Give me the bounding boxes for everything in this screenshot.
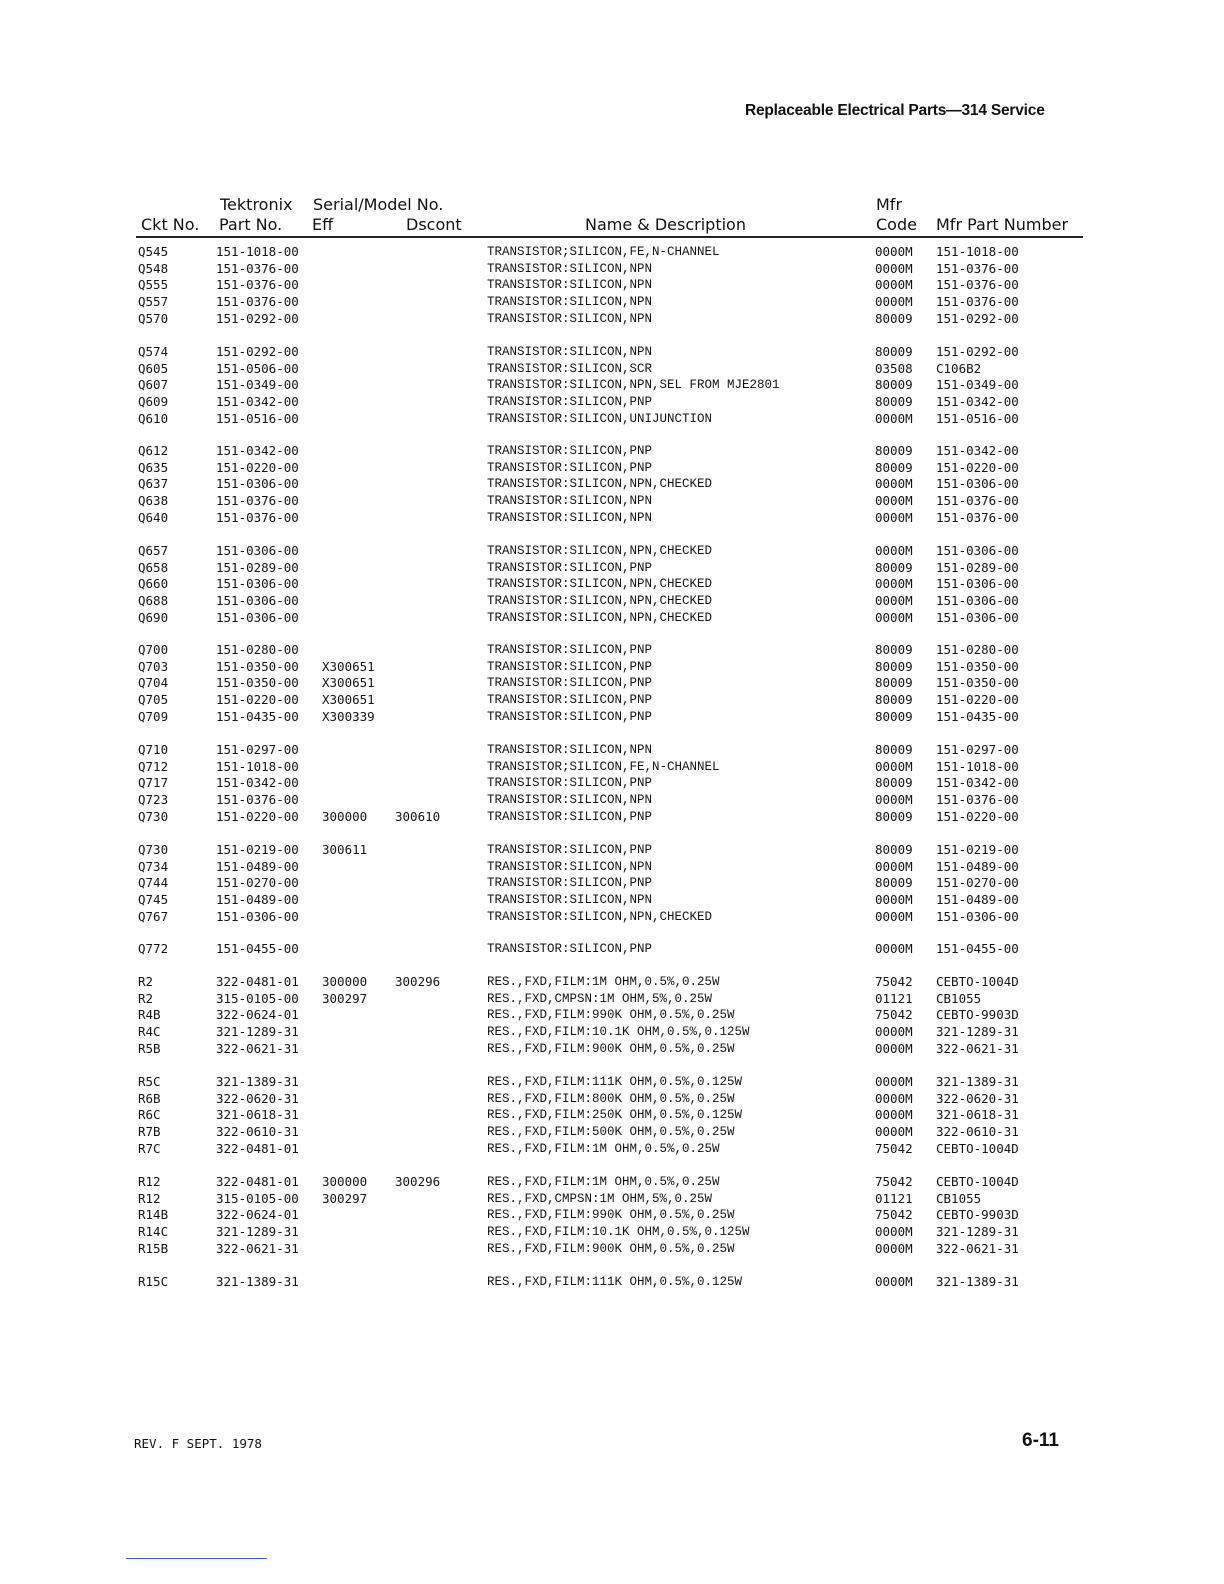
col-head-part-no: Part No. [219,215,283,234]
cell-mfr-part-number: 151-0350-00 [936,658,1019,674]
cell-mfr-part-number: 321-1389-31 [936,1274,1019,1289]
cell-part-no: 321-1289-31 [216,1024,299,1040]
col-head-eff: Eff [312,215,334,234]
cell-description: TRANSISTOR:SILICON,NPN,CHECKED [487,477,713,492]
cell-mfr-part-number: 151-1018-00 [936,758,1019,774]
cell-description: TRANSISTOR:SILICON,NPN [487,261,653,276]
cell-mfr-part-number: 151-0349-00 [936,377,1019,393]
cell-part-no: 151-0289-00 [216,559,299,575]
cell-description: TRANSISTOR:SILICON,NPN [487,859,653,874]
cell-description: TRANSISTOR:SILICON,NPN,CHECKED [487,594,713,609]
cell-part-no: 322-0481-01 [216,1174,299,1189]
cell-part-no: 151-0297-00 [216,742,299,757]
cell-part-no: 322-0481-01 [216,1140,299,1156]
cell-ckt-no: R4C [138,1024,161,1040]
cell-part-no: 321-1289-31 [216,1224,299,1240]
cell-mfr-code: 0000M [875,892,913,908]
cell-mfr-code: 0000M [875,410,913,426]
cell-mfr-code: 80009 [875,377,913,393]
cell-description: TRANSISTOR:SILICON,PNP [487,693,653,708]
cell-description: RES.,FXD,FILM:1M OHM,0.5%,0.25W [487,1141,720,1156]
cell-mfr-part-number: 151-0435-00 [936,708,1019,724]
running-head: Replaceable Electrical Parts—314 Service [745,102,1045,119]
cell-mfr-part-number: 151-0297-00 [936,742,1019,757]
cell-mfr-code: 0000M [875,792,913,808]
cell-part-no: 315-0105-00 [216,1190,299,1206]
cell-mfr-part-number: CB1055 [936,990,982,1006]
cell-ckt-no: Q640 [138,509,169,525]
cell-description: RES.,FXD,FILM:250K OHM,0.5%,0.125W [487,1108,743,1123]
cell-mfr-code: 0000M [875,609,913,625]
cell-part-no: 315-0105-00 [216,990,299,1006]
cell-description: TRANSISTOR:SILICON,NPN,CHECKED [487,544,713,558]
cell-mfr-code: 0000M [875,543,913,558]
cell-description: TRANSISTOR:SILICON,PNP [487,776,653,791]
cell-description: TRANSISTOR:SILICON,NPN [487,793,653,808]
cell-mfr-part-number: 151-0270-00 [936,875,1019,891]
cell-description: RES.,FXD,FILM:500K OHM,0.5%,0.25W [487,1125,735,1140]
cell-ckt-no: R15C [138,1274,169,1289]
cell-mfr-code: 0000M [875,1107,913,1123]
cell-part-no: 151-0376-00 [216,509,299,525]
cell-mfr-code: 80009 [875,559,913,575]
cell-description: TRANSISTOR:SILICON,NPN [487,893,653,908]
cell-ckt-no: Q730 [138,842,169,857]
cell-part-no: 151-0376-00 [216,493,299,509]
cell-eff: 300297 [322,990,368,1006]
cell-mfr-code: 80009 [875,394,913,410]
cell-mfr-code: 75042 [875,1174,913,1189]
col-head-ckt-no: Ckt No. [141,215,200,234]
cell-description: RES.,FXD,FILM:10.1K OHM,0.5%,0.125W [487,1025,750,1040]
cell-mfr-part-number: 151-0455-00 [936,941,1019,956]
cell-part-no: 322-0620-31 [216,1090,299,1106]
cell-ckt-no: R12 [138,1174,161,1189]
cell-part-no: 151-0376-00 [216,277,299,293]
cell-mfr-code: 0000M [875,858,913,874]
cell-mfr-part-number: 151-0220-00 [936,692,1019,708]
cell-mfr-code: 80009 [875,742,913,757]
cell-part-no: 151-0306-00 [216,908,299,924]
cell-description: RES.,FXD,FILM:900K OHM,0.5%,0.25W [487,1241,735,1256]
cell-mfr-part-number: 151-0280-00 [936,642,1019,657]
cell-mfr-code: 80009 [875,642,913,657]
cell-ckt-no: R5C [138,1074,161,1089]
cell-description: TRANSISTOR;SILICON,FE,N-CHANNEL [487,759,720,774]
cell-ckt-no: Q730 [138,808,169,824]
col-head-mfr: Mfr [876,195,903,214]
cell-ckt-no: Q557 [138,294,169,310]
cell-ckt-no: R5B [138,1040,161,1056]
cell-part-no: 322-0624-01 [216,1007,299,1023]
cell-part-no: 322-0481-01 [216,974,299,989]
cell-description: RES.,FXD,FILM:10.1K OHM,0.5%,0.125W [487,1225,750,1240]
col-head-mfr-part-number: Mfr Part Number [936,215,1069,234]
cell-mfr-code: 75042 [875,1007,913,1023]
cell-eff: X300651 [322,658,375,674]
cell-ckt-no: Q703 [138,658,169,674]
cell-mfr-part-number: 151-0220-00 [936,808,1019,824]
cell-mfr-code: 0000M [875,1024,913,1040]
cell-description: TRANSISTOR:SILICON,PNP [487,659,653,674]
cell-mfr-code: 0000M [875,1124,913,1140]
cell-mfr-part-number: CEBTO-1004D [936,1140,1019,1156]
cell-part-no: 151-0306-00 [216,476,299,492]
cell-part-no: 322-0610-31 [216,1124,299,1140]
cell-ckt-no: Q723 [138,792,169,808]
cell-ckt-no: Q638 [138,493,169,509]
cell-part-no: 151-0306-00 [216,576,299,592]
cell-mfr-part-number: 151-0342-00 [936,775,1019,791]
col-head-tektronix: Tektronix [220,195,293,214]
cell-part-no: 322-0621-31 [216,1240,299,1256]
cell-mfr-code: 0000M [875,576,913,592]
cell-description: TRANSISTOR:SILICON,NPN [487,295,653,310]
cell-part-no: 151-0292-00 [216,310,299,326]
cell-part-no: 322-0624-01 [216,1207,299,1223]
cell-dscont: 300296 [395,1174,441,1189]
cell-ckt-no: Q609 [138,394,169,410]
cell-mfr-code: 80009 [875,310,913,326]
cell-ckt-no: Q772 [138,941,169,956]
cell-ckt-no: Q690 [138,609,169,625]
cell-ckt-no: R2 [138,990,154,1006]
cell-mfr-part-number: 322-0621-31 [936,1040,1019,1056]
cell-part-no: 151-0270-00 [216,875,299,891]
cell-part-no: 151-0350-00 [216,658,299,674]
cell-description: RES.,FXD,FILM:990K OHM,0.5%,0.25W [487,1008,735,1023]
cell-mfr-part-number: 151-0376-00 [936,260,1019,276]
cell-eff: X300651 [322,692,375,708]
cell-ckt-no: Q767 [138,908,169,924]
cell-mfr-code: 0000M [875,1274,913,1289]
cell-mfr-part-number: 151-0292-00 [936,344,1019,359]
cell-mfr-code: 0000M [875,758,913,774]
cell-mfr-part-number: 151-0306-00 [936,476,1019,492]
header-rule [136,236,1083,238]
cell-mfr-part-number: 151-0292-00 [936,310,1019,326]
cell-description: TRANSISTOR:SILICON,PNP [487,709,653,724]
cell-description: TRANSISTOR:SILICON,NPN,SEL FROM MJE2801 [487,378,780,393]
cell-part-no: 321-1389-31 [216,1074,299,1089]
cell-ckt-no: Q555 [138,277,169,293]
cell-ckt-no: R4B [138,1007,161,1023]
cell-mfr-part-number: 151-0376-00 [936,277,1019,293]
cell-mfr-code: 0000M [875,260,913,276]
cell-part-no: 151-0376-00 [216,260,299,276]
cell-ckt-no: R2 [138,974,154,989]
cell-part-no: 151-0489-00 [216,892,299,908]
cell-description: TRANSISTOR:SILICON,UNIJUNCTION [487,411,713,426]
cell-description: TRANSISTOR:SILICON,NPN,CHECKED [487,610,713,625]
cell-mfr-code: 80009 [875,459,913,475]
cell-ckt-no: Q574 [138,344,169,359]
cell-mfr-code: 03508 [875,360,913,376]
cell-ckt-no: R14B [138,1207,169,1223]
cell-ckt-no: R7C [138,1140,161,1156]
cell-eff: 300297 [322,1190,368,1206]
cell-eff: X300651 [322,675,375,691]
cell-mfr-part-number: 151-0342-00 [936,443,1019,458]
cell-part-no: 151-0455-00 [216,941,299,956]
cell-description: TRANSISTOR:SILICON,PNP [487,942,653,956]
cell-part-no: 151-0342-00 [216,443,299,458]
cell-part-no: 151-0376-00 [216,792,299,808]
cell-part-no: 151-0506-00 [216,360,299,376]
cell-mfr-part-number: 151-0220-00 [936,459,1019,475]
cell-eff: X300339 [322,708,375,724]
cell-description: TRANSISTOR:SILICON,NPN [487,311,653,326]
cell-ckt-no: Q700 [138,642,169,657]
cell-part-no: 151-0219-00 [216,842,299,857]
cell-mfr-part-number: 151-0306-00 [936,543,1019,558]
cell-part-no: 151-0220-00 [216,808,299,824]
cell-part-no: 151-0350-00 [216,675,299,691]
cell-ckt-no: R6C [138,1107,161,1123]
cell-ckt-no: Q734 [138,858,169,874]
cell-part-no: 151-0280-00 [216,642,299,657]
cell-mfr-code: 0000M [875,593,913,609]
cell-dscont: 300296 [395,974,441,989]
cell-mfr-code: 0000M [875,277,913,293]
cell-ckt-no: R14C [138,1224,169,1240]
col-head-serial-model: Serial/Model No. [313,195,444,214]
cell-ckt-no: Q637 [138,476,169,492]
cell-mfr-part-number: CEBTO-1004D [936,974,1019,989]
cell-ckt-no: Q605 [138,360,169,376]
cell-description: RES.,FXD,CMPSN:1M OHM,5%,0.25W [487,1191,713,1206]
page-number: 6-11 [1022,1430,1059,1451]
cell-mfr-code: 75042 [875,974,913,989]
cell-part-no: 321-0618-31 [216,1107,299,1123]
cell-mfr-code: 01121 [875,1190,913,1206]
cell-eff: 300611 [322,842,368,857]
cell-mfr-part-number: 322-0621-31 [936,1240,1019,1256]
cell-mfr-code: 01121 [875,990,913,1006]
cell-description: RES.,FXD,FILM:990K OHM,0.5%,0.25W [487,1208,735,1223]
cell-description: TRANSISTOR:SILICON,PNP [487,395,653,410]
cell-mfr-part-number: 321-1289-31 [936,1224,1019,1240]
cell-mfr-code: 75042 [875,1140,913,1156]
cell-mfr-part-number: 151-0376-00 [936,294,1019,310]
cell-mfr-part-number: 151-0306-00 [936,593,1019,609]
cell-ckt-no: Q712 [138,758,169,774]
cell-ckt-no: Q612 [138,443,169,458]
cell-description: RES.,FXD,CMPSN:1M OHM,5%,0.25W [487,991,713,1006]
cell-description: TRANSISTOR:SILICON,PNP [487,444,653,458]
cell-mfr-part-number: 322-0620-31 [936,1090,1019,1106]
cell-mfr-part-number: 151-0376-00 [936,509,1019,525]
cell-description: RES.,FXD,FILM:1M OHM,0.5%,0.25W [487,1175,720,1189]
cell-mfr-part-number: 321-0618-31 [936,1107,1019,1123]
cell-mfr-code: 80009 [875,708,913,724]
cell-part-no: 151-0342-00 [216,394,299,410]
cell-mfr-part-number: 151-0489-00 [936,858,1019,874]
cell-mfr-part-number: CEBTO-1004D [936,1174,1019,1189]
cell-mfr-part-number: 151-0342-00 [936,394,1019,410]
cell-mfr-part-number: CEBTO-9903D [936,1207,1019,1223]
cell-ckt-no: Q710 [138,742,169,757]
cell-ckt-no: R15B [138,1240,169,1256]
cell-mfr-code: 0000M [875,1224,913,1240]
cell-ckt-no: Q635 [138,459,169,475]
cell-part-no: 151-0220-00 [216,459,299,475]
cell-ckt-no: Q704 [138,675,169,691]
cell-part-no: 151-0376-00 [216,294,299,310]
cell-ckt-no: R6B [138,1090,161,1106]
cell-mfr-part-number: 321-1389-31 [936,1074,1019,1089]
cell-description: TRANSISTOR:SILICON,PNP [487,876,653,891]
col-head-name-description: Name & Description [585,215,746,234]
cell-ckt-no: Q570 [138,310,169,326]
cell-ckt-no: Q705 [138,692,169,708]
cell-mfr-code: 0000M [875,1090,913,1106]
cell-part-no: 151-0220-00 [216,692,299,708]
cell-description: TRANSISTOR:SILICON,PNP [487,809,653,824]
cell-mfr-code: 80009 [875,658,913,674]
cell-mfr-part-number: 151-0376-00 [936,493,1019,509]
cell-description: TRANSISTOR:SILICON,SCR [487,361,653,376]
cell-ckt-no: Q744 [138,875,169,891]
cell-description: RES.,FXD,FILM:111K OHM,0.5%,0.125W [487,1075,743,1089]
cell-mfr-code: 0000M [875,1240,913,1256]
cell-mfr-code: 0000M [875,493,913,509]
cell-ckt-no: Q545 [138,244,169,259]
col-head-dscont: Dscont [406,215,462,234]
cell-ckt-no: Q660 [138,576,169,592]
cell-mfr-part-number: 322-0610-31 [936,1124,1019,1140]
cell-mfr-code: 80009 [875,692,913,708]
cell-eff: 300000 [322,1174,368,1189]
cell-mfr-code: 80009 [875,775,913,791]
cell-ckt-no: Q709 [138,708,169,724]
cell-eff: 300000 [322,808,368,824]
cell-ckt-no: Q745 [138,892,169,908]
cell-description: TRANSISTOR:SILICON,NPN [487,494,653,509]
cell-part-no: 322-0621-31 [216,1040,299,1056]
cell-mfr-part-number: 151-1018-00 [936,244,1019,259]
cell-mfr-part-number: CEBTO-9903D [936,1007,1019,1023]
cell-part-no: 321-1389-31 [216,1274,299,1289]
cell-mfr-code: 80009 [875,443,913,458]
cell-mfr-part-number: C106B2 [936,360,982,376]
cell-ckt-no: Q610 [138,410,169,426]
cell-mfr-part-number: 151-0516-00 [936,410,1019,426]
cell-description: TRANSISTOR;SILICON,FE,N-CHANNEL [487,245,720,259]
cell-part-no: 151-0306-00 [216,609,299,625]
cell-mfr-part-number: 151-0306-00 [936,576,1019,592]
cell-part-no: 151-0306-00 [216,543,299,558]
bottom-link-line [126,1558,267,1559]
cell-mfr-code: 0000M [875,941,913,956]
cell-ckt-no: Q688 [138,593,169,609]
cell-mfr-code: 80009 [875,675,913,691]
cell-ckt-no: R12 [138,1190,161,1206]
cell-mfr-part-number: 151-0350-00 [936,675,1019,691]
cell-ckt-no: Q657 [138,543,169,558]
cell-description: TRANSISTOR:SILICON,NPN [487,510,653,525]
cell-description: RES.,FXD,FILM:800K OHM,0.5%,0.25W [487,1091,735,1106]
cell-mfr-code: 80009 [875,842,913,857]
cell-description: RES.,FXD,FILM:900K OHM,0.5%,0.25W [487,1041,735,1056]
cell-mfr-part-number: 321-1289-31 [936,1024,1019,1040]
cell-part-no: 151-0342-00 [216,775,299,791]
cell-mfr-code: 0000M [875,294,913,310]
cell-eff: 300000 [322,974,368,989]
revision-note: REV. F SEPT. 1978 [134,1436,262,1451]
cell-description: TRANSISTOR:SILICON,PNP [487,643,653,657]
cell-description: TRANSISTOR:SILICON,NPN [487,345,653,359]
cell-ckt-no: R7B [138,1124,161,1140]
cell-mfr-code: 80009 [875,344,913,359]
cell-ckt-no: Q607 [138,377,169,393]
cell-description: TRANSISTOR:SILICON,NPN,CHECKED [487,577,713,592]
cell-mfr-part-number: 151-0289-00 [936,559,1019,575]
cell-mfr-code: 0000M [875,1040,913,1056]
cell-mfr-code: 80009 [875,808,913,824]
cell-mfr-part-number: 151-0376-00 [936,792,1019,808]
cell-part-no: 151-0516-00 [216,410,299,426]
cell-ckt-no: Q548 [138,260,169,276]
cell-ckt-no: Q658 [138,559,169,575]
cell-description: TRANSISTOR:SILICON,PNP [487,560,653,575]
cell-dscont: 300610 [395,808,441,824]
cell-description: TRANSISTOR:SILICON,PNP [487,460,653,475]
cell-description: TRANSISTOR:SILICON,NPN,CHECKED [487,909,713,924]
cell-mfr-code: 0000M [875,1074,913,1089]
cell-part-no: 151-0489-00 [216,858,299,874]
cell-description: TRANSISTOR:SILICON,NPN [487,278,653,293]
cell-part-no: 151-1018-00 [216,244,299,259]
cell-part-no: 151-0306-00 [216,593,299,609]
cell-mfr-code: 0000M [875,908,913,924]
cell-description: RES.,FXD,FILM:1M OHM,0.5%,0.25W [487,975,720,989]
cell-mfr-code: 0000M [875,509,913,525]
cell-part-no: 151-0435-00 [216,708,299,724]
cell-description: RES.,FXD,FILM:111K OHM,0.5%,0.125W [487,1275,743,1289]
cell-mfr-code: 80009 [875,875,913,891]
cell-mfr-code: 0000M [875,476,913,492]
cell-mfr-part-number: 151-0219-00 [936,842,1019,857]
cell-mfr-part-number: 151-0306-00 [936,609,1019,625]
cell-description: TRANSISTOR:SILICON,PNP [487,843,653,857]
cell-ckt-no: Q717 [138,775,169,791]
cell-mfr-code: 0000M [875,244,913,259]
cell-mfr-part-number: 151-0489-00 [936,892,1019,908]
cell-mfr-part-number: CB1055 [936,1190,982,1206]
cell-part-no: 151-0292-00 [216,344,299,359]
cell-description: TRANSISTOR:SILICON,PNP [487,676,653,691]
cell-part-no: 151-0349-00 [216,377,299,393]
cell-mfr-part-number: 151-0306-00 [936,908,1019,924]
cell-mfr-code: 75042 [875,1207,913,1223]
cell-part-no: 151-1018-00 [216,758,299,774]
cell-description: TRANSISTOR:SILICON,NPN [487,743,653,757]
col-head-code: Code [876,215,917,234]
